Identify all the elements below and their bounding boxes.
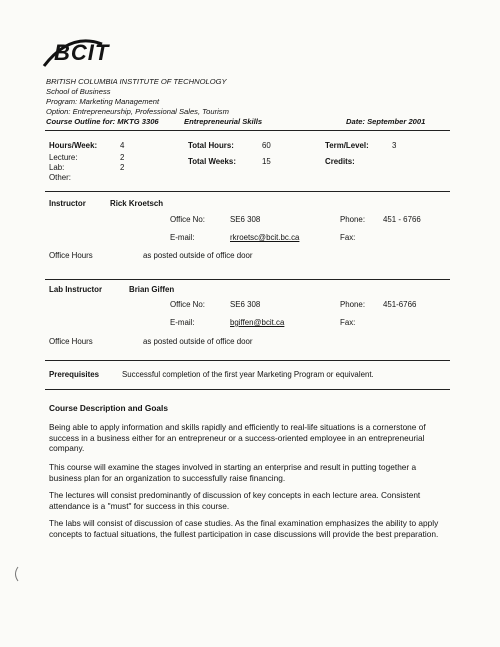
total-hours-value: 60 (262, 141, 271, 150)
lab-hours-value: as posted outside of office door (143, 337, 253, 346)
scan-mark (12, 566, 20, 582)
option-line: Option: Entrepreneurship, Professional Sales, Tourism (46, 107, 229, 116)
lab-email-link[interactable]: bgiffen@bcit.ca (230, 318, 285, 327)
instructor-phone-value: 451 - 6766 (383, 215, 421, 224)
divider (45, 279, 450, 280)
instructor-office-value: SE6 308 (230, 215, 261, 224)
lab-phone-value: 451-6766 (383, 300, 417, 309)
description-paragraph: This course will examine the stages involved in starting an enterprise and result in putting together a business plan for an organization to successfully raise financing. (49, 462, 417, 483)
instructor-hours-label: Office Hours (49, 251, 93, 260)
instructor-label: Instructor (49, 199, 86, 208)
institute-name: BRITISH COLUMBIA INSTITUTE OF TECHNOLOGY (46, 77, 227, 86)
lab-phone-label: Phone: (340, 300, 366, 309)
lab-office-label: Office No: (170, 300, 205, 309)
lab-label: Lab: (49, 163, 65, 172)
credits-label: Credits: (325, 157, 355, 166)
course-outline: Course Outline for: MKTG 3306 (46, 117, 159, 126)
lab-value: 2 (120, 163, 125, 172)
term-level-label: Term/Level: (325, 141, 369, 150)
instructor-email-link[interactable]: rkroetsc@bcit.bc.ca (230, 233, 300, 242)
lecture-label: Lecture: (49, 153, 78, 162)
instructor-office-label: Office No: (170, 215, 205, 224)
lab-instructor-name: Brian Giffen (129, 285, 175, 294)
lab-office-value: SE6 308 (230, 300, 261, 309)
lecture-value: 2 (120, 153, 125, 162)
total-weeks-label: Total Weeks: (188, 157, 236, 166)
divider (45, 191, 450, 192)
divider (45, 130, 450, 131)
other-label: Other: (49, 173, 71, 182)
hours-week-label: Hours/Week: (49, 141, 98, 150)
description-paragraph: The lectures will consist predominantly of discussion of key concepts in each lecture area. Consistent attendance is a "must" for success in this course. (49, 490, 421, 511)
outline-date: Date: September 2001 (346, 117, 426, 126)
divider (45, 360, 450, 361)
prerequisites-text: Successful completion of the first year Marketing Program or equivalent. (122, 370, 374, 379)
divider (45, 389, 450, 390)
hours-week-value: 4 (120, 141, 125, 150)
bcit-logo-text: BCIT (54, 40, 110, 65)
instructor-name: Rick Kroetsch (110, 199, 164, 208)
bcit-logo (40, 36, 110, 70)
lab-instructor-label: Lab Instructor (49, 285, 103, 294)
school-name: School of Business (46, 87, 111, 96)
description-paragraph: Being able to apply information and skills rapidly and efficiently to real-life situations is a cornerstone of success in a business either for an entrepreneur or a success-oriented employee in an entrepreneurial company. (49, 422, 426, 453)
description-paragraph: The labs will consist of discussion of case studies. As the final examination emphasizes the ability to apply concepts to factual situations, the fullest participation in case discussions will provide the best preparation. (49, 518, 439, 539)
instructor-email-label: E-mail: (170, 233, 195, 242)
description-heading: Course Description and Goals (49, 403, 168, 413)
total-weeks-value: 15 (262, 157, 271, 166)
term-level-value: 3 (392, 141, 397, 150)
total-hours-label: Total Hours: (188, 141, 234, 150)
instructor-fax-label: Fax: (340, 233, 356, 242)
prerequisites-label: Prerequisites (49, 370, 99, 379)
program-name: Program: Marketing Management (46, 97, 160, 106)
course-name: Entrepreneurial Skills (184, 117, 263, 126)
lab-hours-label: Office Hours (49, 337, 93, 346)
instructor-phone-label: Phone: (340, 215, 366, 224)
lab-fax-label: Fax: (340, 318, 356, 327)
instructor-hours-value: as posted outside of office door (143, 251, 253, 260)
lab-email-label: E-mail: (170, 318, 195, 327)
